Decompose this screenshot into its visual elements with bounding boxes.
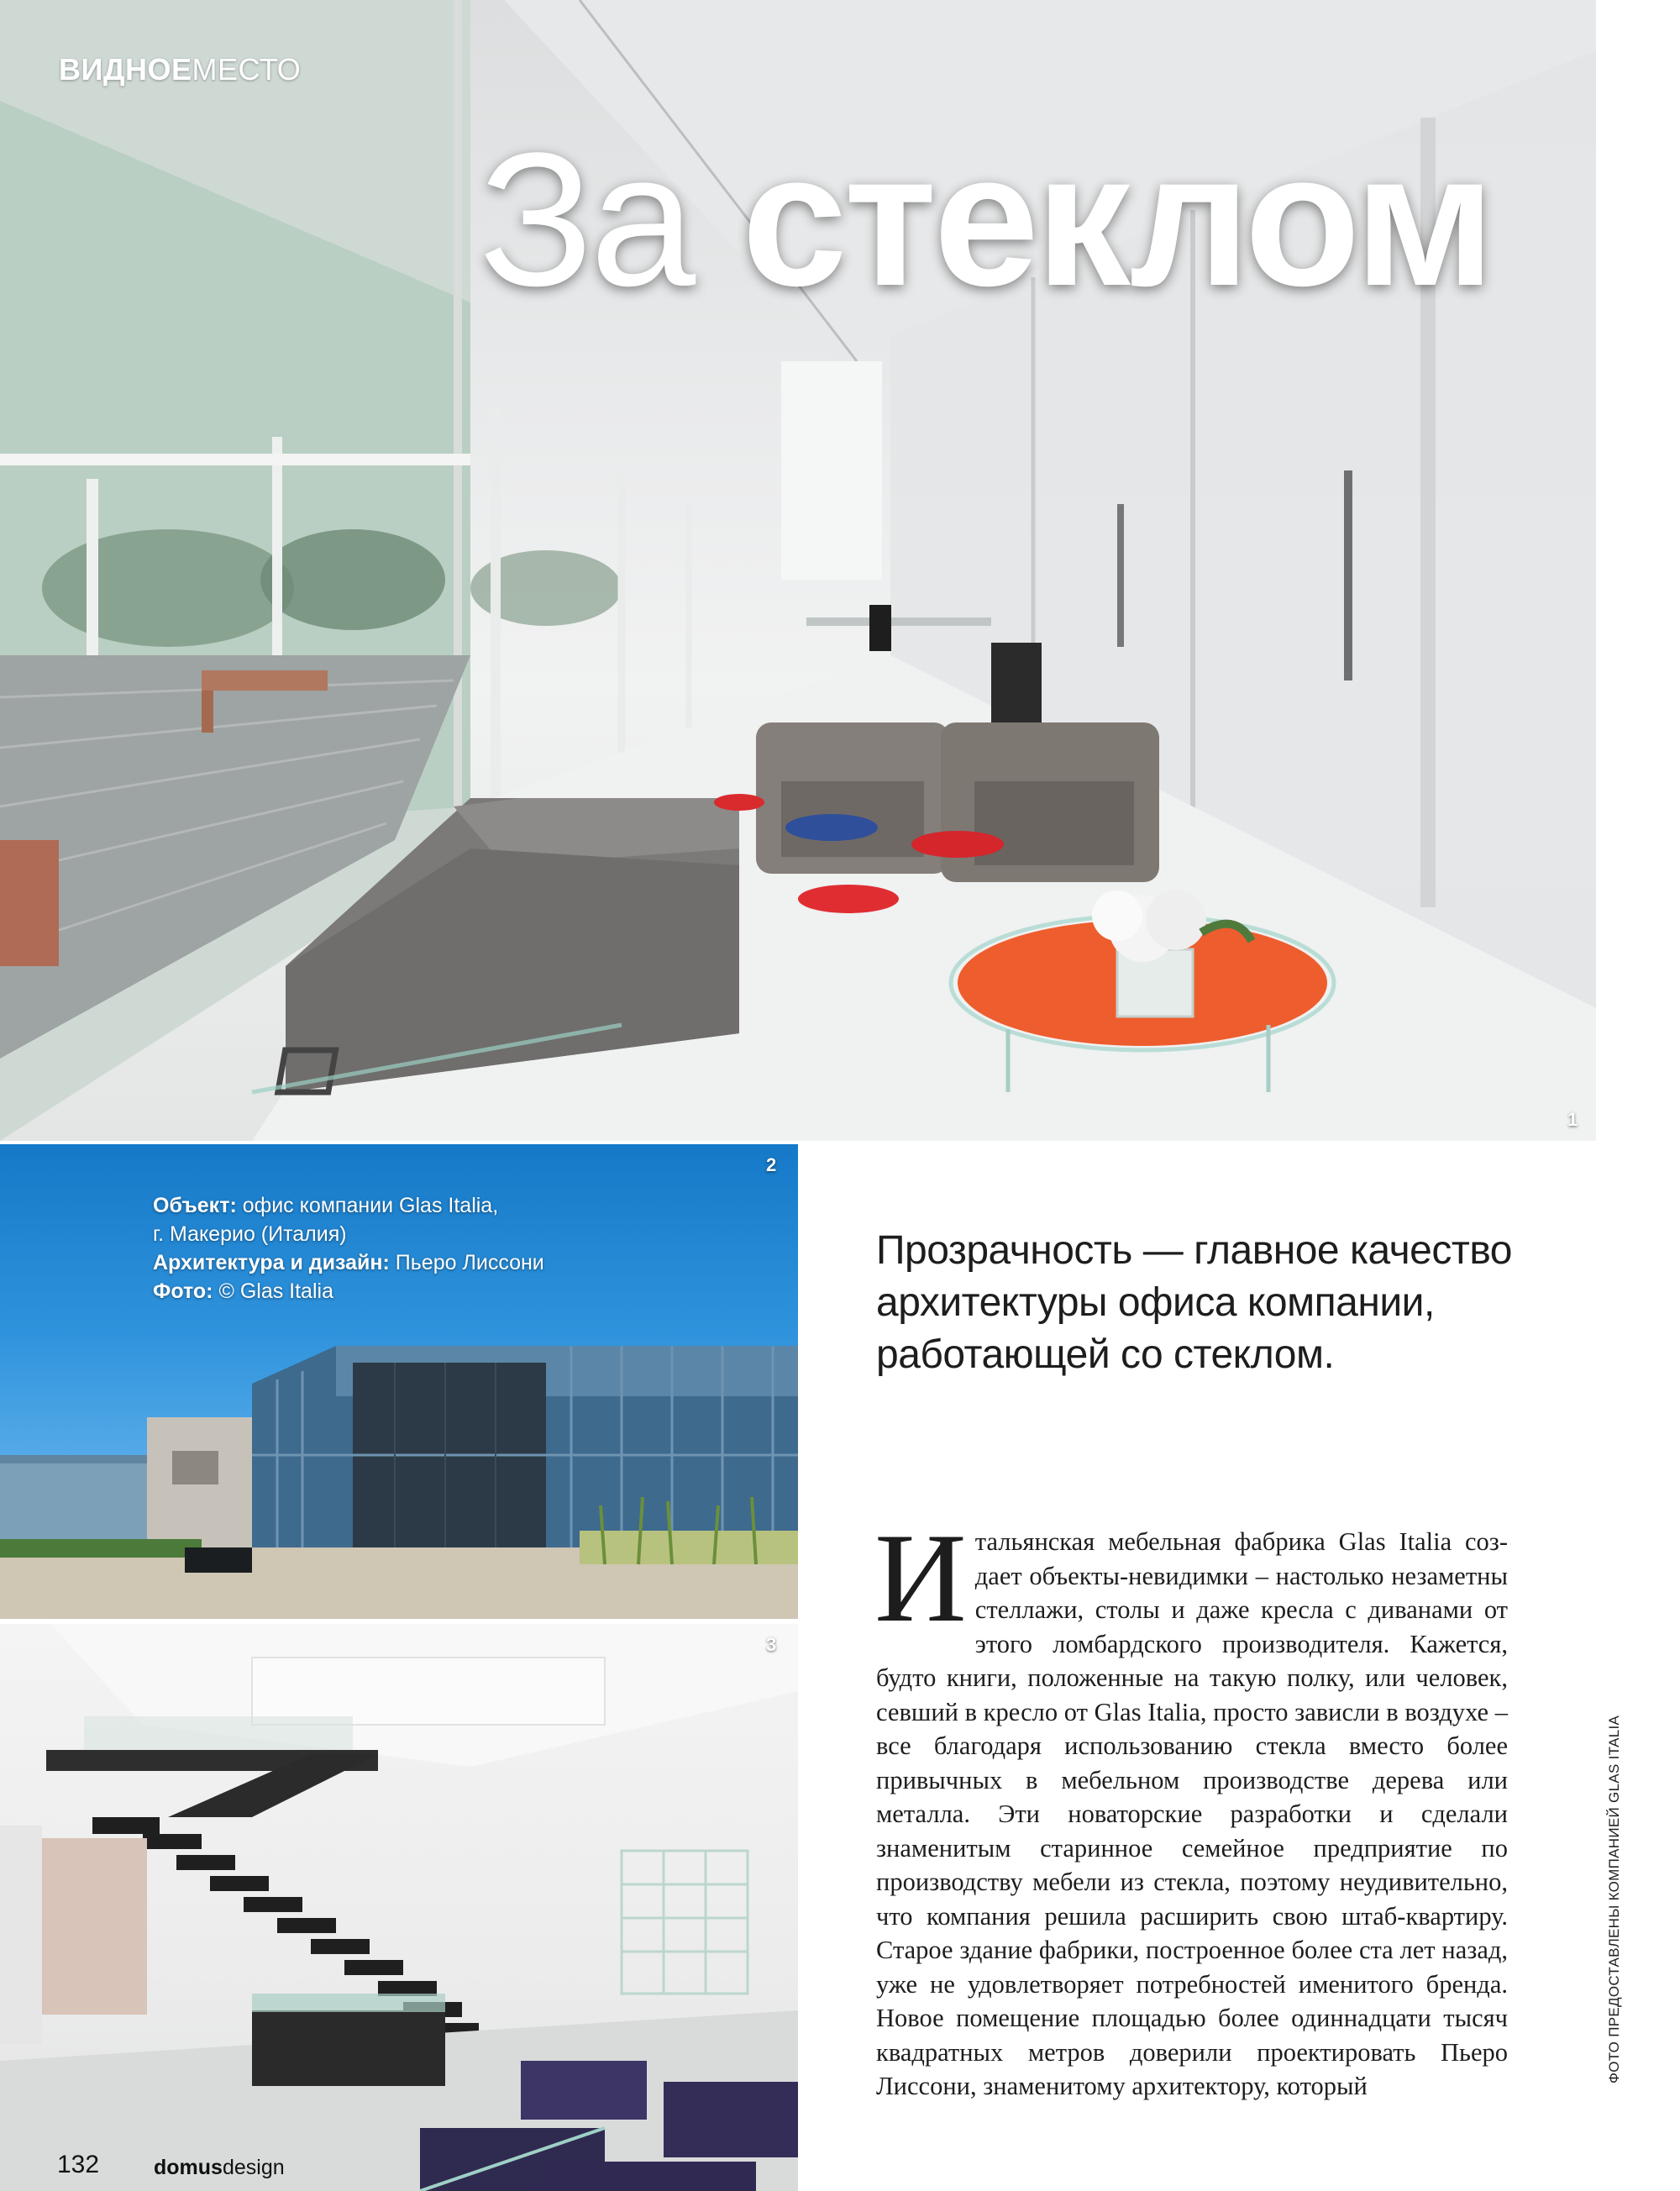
photo-caption bbox=[153, 1191, 544, 1306]
page-number: 132 bbox=[57, 2151, 100, 2178]
caption-architecture-label: Архитектура и дизайн: bbox=[153, 1251, 390, 1274]
caption-object-label: Объект: bbox=[153, 1194, 237, 1217]
photo-number-2: 2 bbox=[766, 1154, 777, 1175]
caption-location: г. Макерио (Италия) bbox=[153, 1222, 347, 1246]
page-title bbox=[479, 113, 1492, 325]
section-label bbox=[59, 52, 301, 87]
caption-photo-value: © Glas Italia bbox=[218, 1279, 333, 1303]
article-body-text: тальянская мебельная фабрика Glas Italia создает объекты-невидимки – настолько незаметны стеллажи, столы и даже кресла с диванами от этого ломбардского производителя. Кажется, будто книги, положенные на такую полку, или человек, севший в кресло от Glas Italia, просто зависли в воздухе – все благодаря использованию стекла вместо более привычных в мебельном производстве дерева или металла. Эти новаторские разработки и сделали знаменитым старинное семейное предприятие по производству мебели из стекла, поэтому неудивительно, что компания решила расширить свою штаб-квартиру. Старое здание фабрики, построенное более ста лет назад, уже не удовлетворяет потребностей именитого бренда. Новое помещение площадью более одиннадцати тысяч квадратных метров доверили проектировать Пьеро Лиссони, знаменитому архитектору, который bbox=[876, 1527, 1508, 2100]
interior-stairs-photo bbox=[0, 1624, 798, 2191]
article-body bbox=[874, 1507, 1508, 2104]
drop-cap: И bbox=[874, 1507, 967, 1648]
caption-photo-line bbox=[153, 1277, 544, 1306]
caption-architecture-value: Пьеро Лиссони bbox=[395, 1251, 544, 1274]
magazine-name-light: design bbox=[222, 2156, 285, 2179]
caption-architecture-line bbox=[153, 1248, 544, 1277]
interior-stairs-illustration bbox=[0, 1624, 798, 2191]
section-label-light: МЕСТО bbox=[192, 52, 302, 87]
title-part-2: стеклом bbox=[742, 113, 1492, 325]
photo-number-1: 1 bbox=[1567, 1109, 1578, 1130]
magazine-name bbox=[154, 2156, 285, 2180]
caption-object-line bbox=[153, 1191, 544, 1220]
lead-paragraph: Прозрачность — главное качество архитектуры офиса компании, работающей со стеклом. bbox=[876, 1228, 1512, 1377]
hero-photo bbox=[0, 0, 1596, 1141]
title-part-1: За bbox=[479, 113, 693, 325]
caption-object-value: офис компании Glas Italia, bbox=[242, 1194, 499, 1217]
caption-photo-label: Фото: bbox=[153, 1279, 213, 1303]
photo-credit: ФОТО ПРЕДОСТАВЛЕНЫ КОМПАНИЕЙ GLAS ITALIA bbox=[1606, 1715, 1622, 2083]
photo-number-3: 3 bbox=[766, 1634, 777, 1655]
building-exterior-photo bbox=[0, 1144, 798, 1619]
magazine-name-bold: domus bbox=[154, 2156, 223, 2179]
section-label-bold: ВИДНОЕ bbox=[59, 52, 192, 87]
